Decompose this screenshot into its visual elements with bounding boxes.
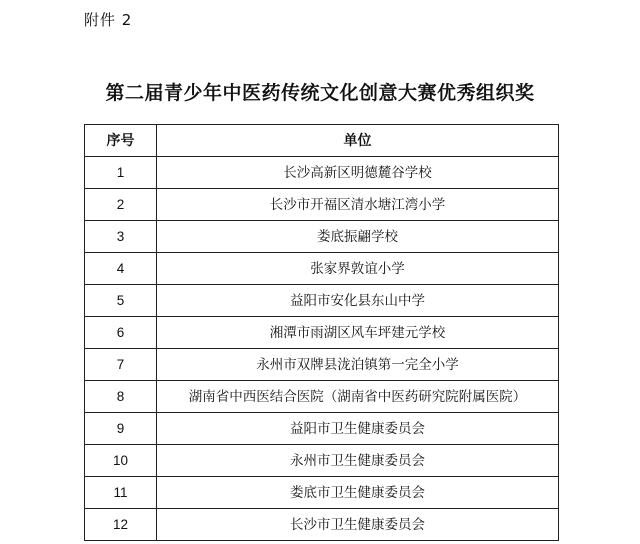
document-title: 第二届青少年中医药传统文化创意大赛优秀组织奖: [105, 82, 535, 104]
row-number: 12: [85, 509, 157, 541]
row-number: 2: [85, 189, 157, 221]
table-row: [85, 477, 559, 509]
table-row: [85, 349, 559, 381]
row-number: 4: [85, 253, 157, 285]
row-unit: 张家界敦谊小学: [157, 253, 559, 285]
table-row: [85, 253, 559, 285]
table-row: [85, 381, 559, 413]
row-unit: 永州市卫生健康委员会: [157, 445, 559, 477]
table-row: [85, 157, 559, 189]
row-number: 8: [85, 381, 157, 413]
table-header: [85, 125, 559, 157]
row-number: 3: [85, 221, 157, 253]
column-header-number: 序号: [85, 125, 157, 157]
table-row: [85, 221, 559, 253]
table-row: [85, 189, 559, 221]
table-row: [85, 413, 559, 445]
row-number: 5: [85, 285, 157, 317]
table-row: [85, 509, 559, 541]
row-unit: 长沙高新区明德麓谷学校: [157, 157, 559, 189]
row-number: 1: [85, 157, 157, 189]
row-unit: 长沙市卫生健康委员会: [157, 509, 559, 541]
award-table: [84, 124, 559, 541]
row-number: 9: [85, 413, 157, 445]
table-body: [85, 157, 559, 541]
row-unit: 湖南省中西医结合医院（湖南省中医药研究院附属医院）: [157, 381, 559, 413]
row-unit: 长沙市开福区清水塘江湾小学: [157, 189, 559, 221]
row-unit: 永州市双牌县泷泊镇第一完全小学: [157, 349, 559, 381]
row-number: 11: [85, 477, 157, 509]
row-number: 6: [85, 317, 157, 349]
attachment-label: 附件 2: [84, 11, 133, 29]
table-row: [85, 285, 559, 317]
row-unit: 娄底振翩学校: [157, 221, 559, 253]
column-header-unit: 单位: [157, 125, 559, 157]
row-number: 10: [85, 445, 157, 477]
row-unit: 益阳市卫生健康委员会: [157, 413, 559, 445]
table-row: [85, 317, 559, 349]
row-unit: 湘潭市雨湖区风车坪建元学校: [157, 317, 559, 349]
row-number: 7: [85, 349, 157, 381]
row-unit: 娄底市卫生健康委员会: [157, 477, 559, 509]
table-header-row: [85, 125, 559, 157]
table-row: [85, 445, 559, 477]
row-unit: 益阳市安化县东山中学: [157, 285, 559, 317]
